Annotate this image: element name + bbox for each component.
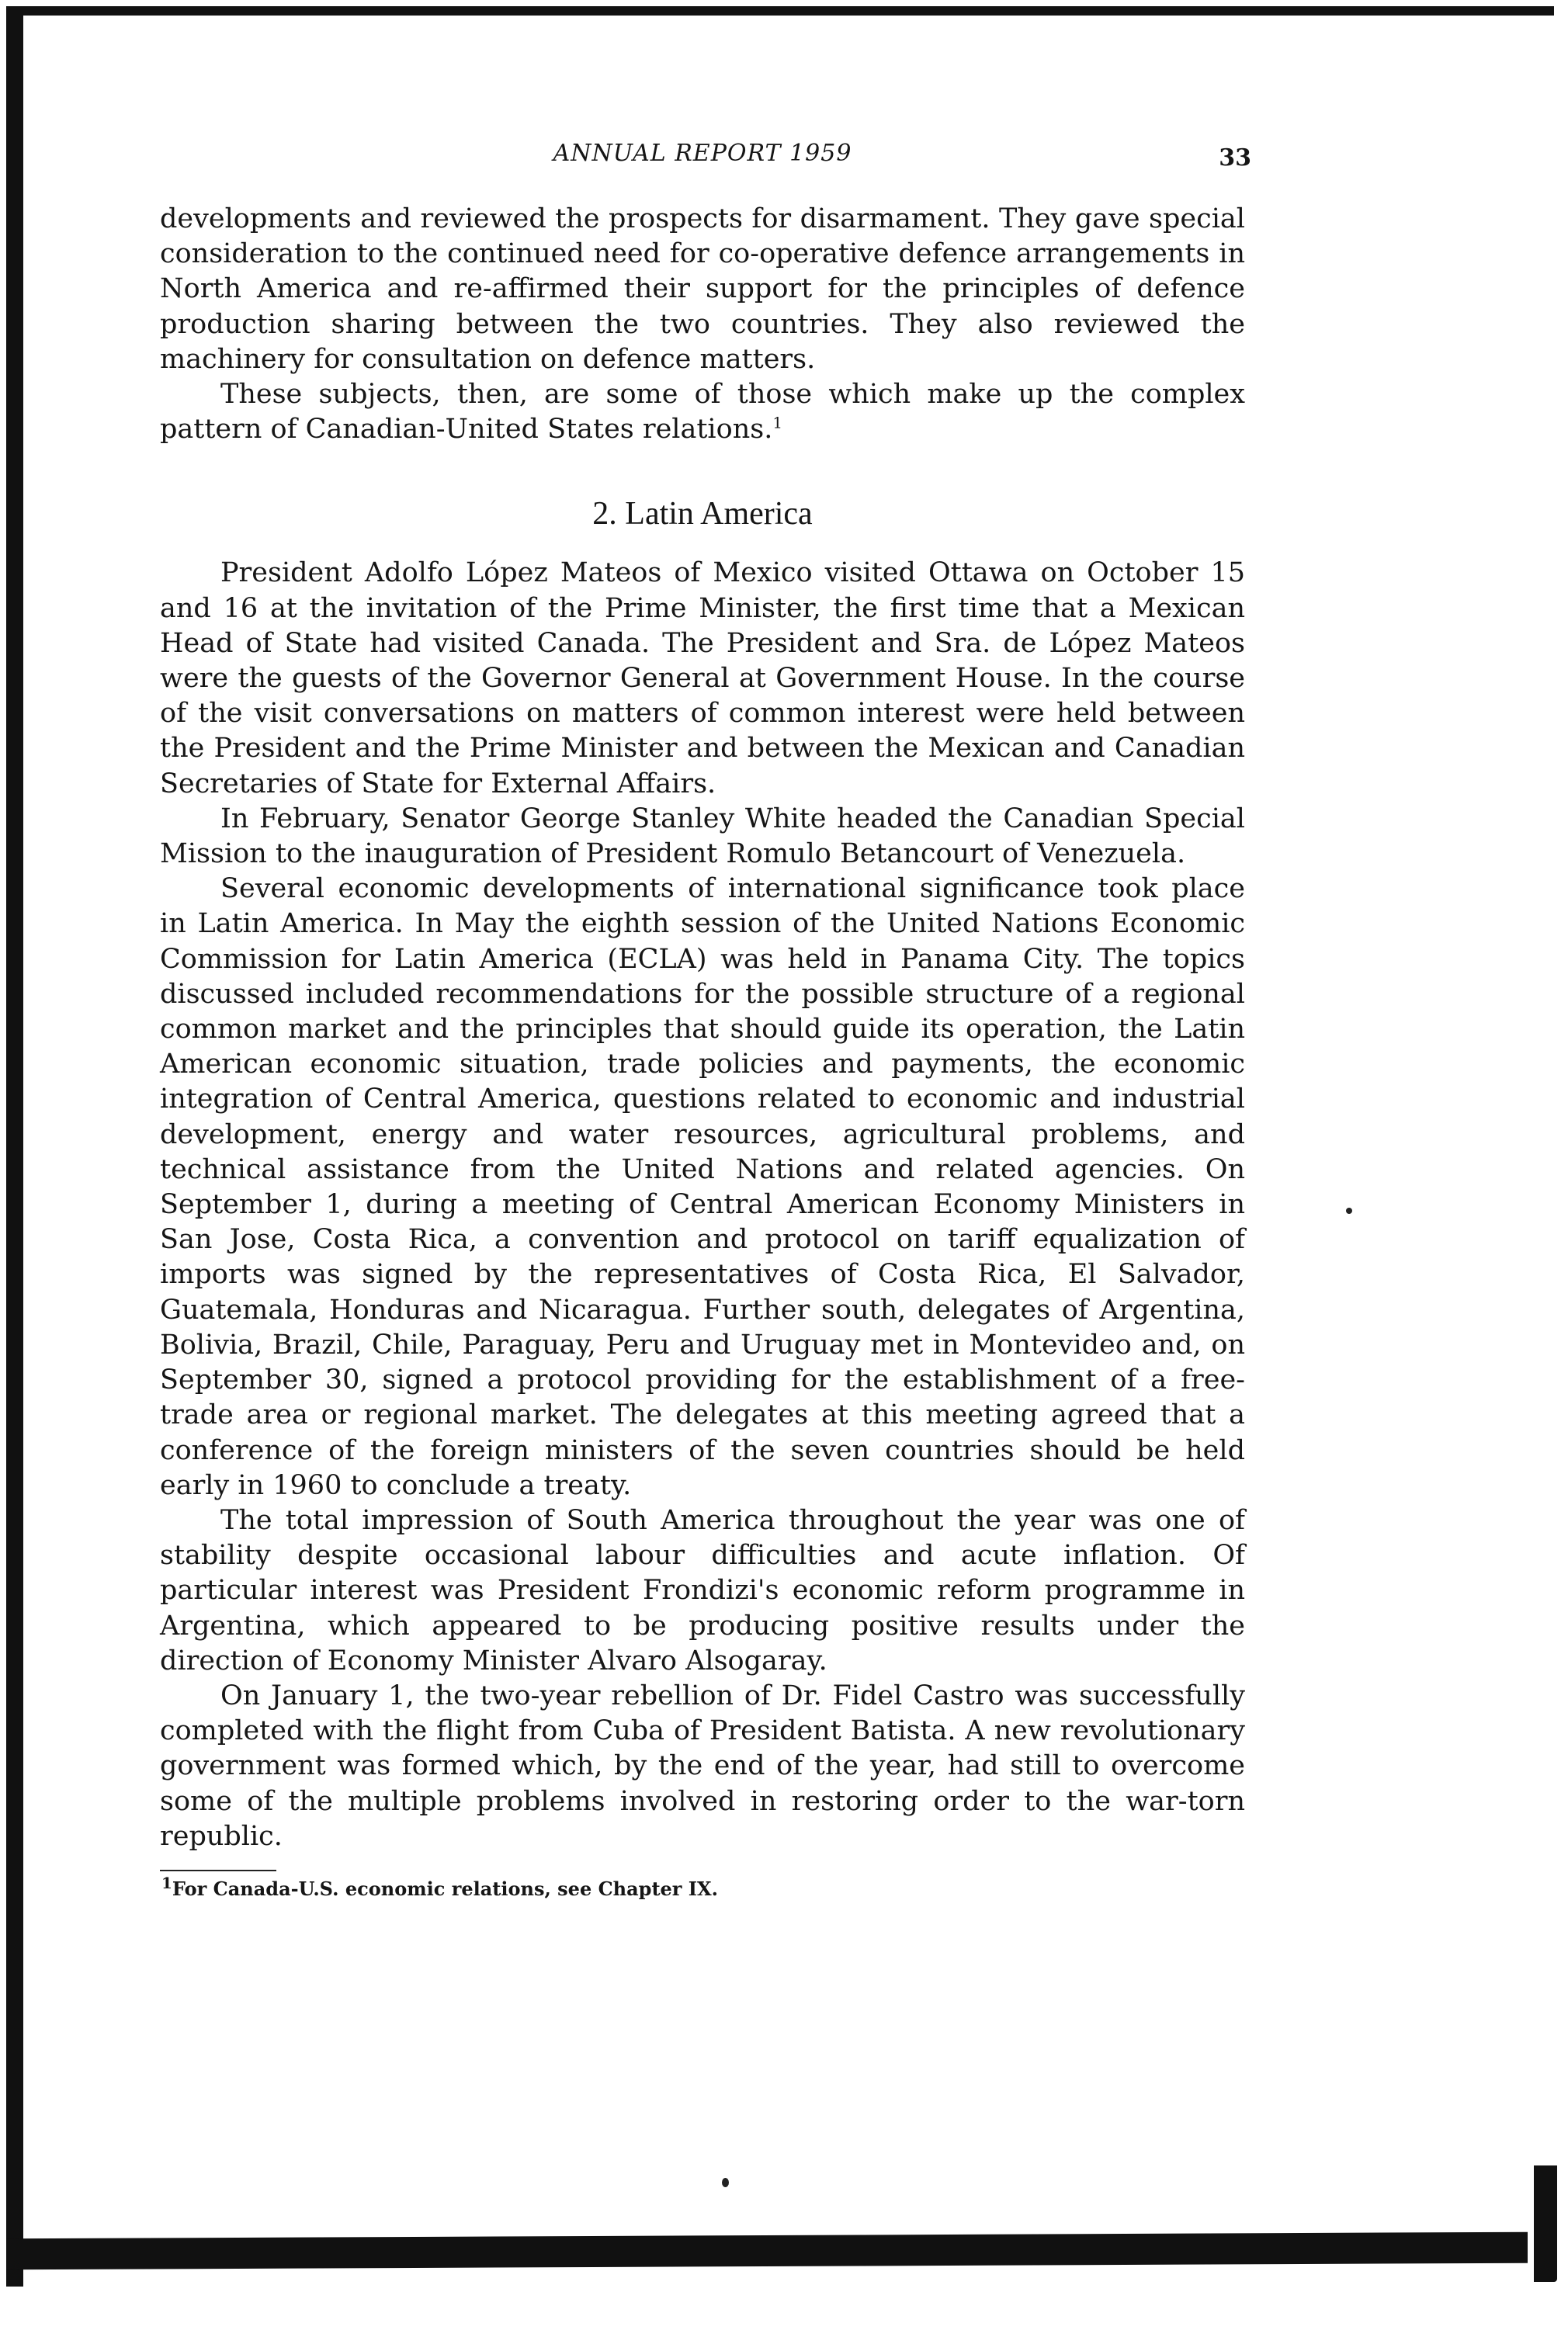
paragraph-cuba: On January 1, the two-year rebellion of Dr. Fidel Castro was successfully completed with the flight from Cuba of President Batista. A new revolutionary government was formed which, by the end of the year, had still to overcome some of the multiple problems involved in restoring order to the war-torn republic. — [160, 1680, 1245, 1852]
paragraph-mexico-visit: President Adolfo López Mateos of Mexico visited Ottawa on October 15 and 16 at the invitation of the Prime Minister, the first time that a Mexican Head of State had visited Canada. The President and Sra. de López Mateos were the guests of the Governor General at Government House. In the course of the visit conversations on matters of common interest were held between the President and the Prime Minister and between the Mexican and Canadian Secretaries of State for External Affairs. — [160, 557, 1245, 799]
footnote-marker: 1 — [161, 1873, 172, 1892]
footnote — [161, 1873, 1245, 1900]
paragraph-economic-developments: Several economic developments of international significance took place in Latin America. In May the eighth session of the United Nations Economic Commission for Latin America (ECLA) was held in Panama City. The topics discussed included recommendations for the possible structure of a regional common market and the principles that should guide its operation, the Latin American economic situation, trade policies and payments, the economic integration of Central America, questions related to economic and industrial development, energy and water resources, agricultural problems, and technical assistance from the United Nations and related agencies. On September 1, during a meeting of Central American Economy Ministers in San Jose, Costa Rica, a convention and protocol on tariff equalization of imports was signed by the representatives of Costa Rica, El Salvador, Guatemala, Honduras and Nicaragua. Further south, delegates of Argentina, Bolivia, Brazil, Chile, Paraguay, Peru and Uruguay met in Montevideo and, on September 30, signed a protocol providing for the establishment of a free-trade area or regional market. The delegates at this meeting agreed that a conference of the foreign ministers of the seven countries should be held early in 1960 to conclude a treaty. — [160, 873, 1245, 1501]
footnote-reference: 1 — [772, 413, 783, 432]
running-head: ANNUAL REPORT 1959 — [553, 140, 852, 167]
scan-border-left — [6, 6, 23, 2287]
scan-speck — [722, 2178, 729, 2187]
paragraph-venezuela-mission: In February, Senator George Stanley White headed the Canadian Special Mission to the inauguration of President Romulo Betancourt of Venezuela. — [160, 803, 1245, 870]
paragraph-south-america: The total impression of South America throughout the year was one of stability despite occasional labour difficulties and acute inflation. Of particular interest was President Frondizi's economic reform programme in Argentina, which appeared to be producing positive results under the direction of Economy Minister Alvaro Alsogaray. — [160, 1504, 1245, 1676]
page-number: 33 — [1219, 144, 1251, 172]
document-page — [160, 140, 1251, 1900]
scan-speck — [1346, 1208, 1352, 1214]
paragraph-disarmament: developments and reviewed the prospects for disarmament. They gave special consideration to the continued need for co-operative defence arrangements in North America and re-affirmed their support for the principles of defence production sharing between the two countries. They also reviewed the machinery for consultation on defence matters. — [160, 203, 1245, 375]
footnote-text: For Canada-U.S. economic relations, see Chapter IX. — [172, 1877, 719, 1900]
paragraph-relations-text: These subjects, then, are some of those which make up the complex pattern of Canadian-United States relations. — [160, 379, 1245, 446]
scan-border-top — [8, 6, 1554, 16]
paragraph-relations-pattern — [160, 377, 1245, 447]
page-header — [160, 140, 1251, 179]
scan-border-bottom — [6, 2232, 1528, 2270]
section-heading: 2. Latin America — [592, 496, 813, 532]
scan-border-right — [1534, 2165, 1557, 2282]
footnote-divider — [160, 1870, 276, 1871]
